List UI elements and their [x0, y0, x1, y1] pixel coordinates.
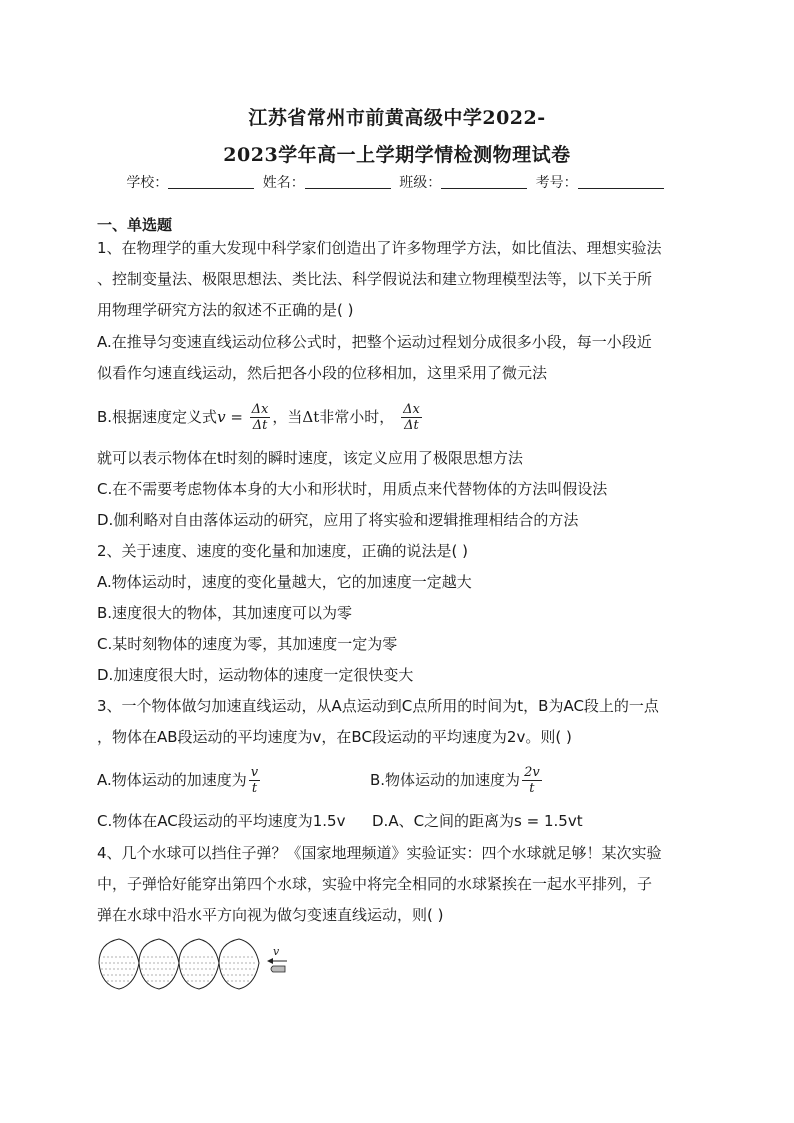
q1-option-b-fraction: [250, 402, 271, 433]
q1-frac2-num: Δx: [403, 402, 420, 417]
q1-option-b-dt: Δt: [302, 408, 320, 426]
q2-option-c: C.某时刻物体的速度为零，其加速度一定为零: [97, 635, 398, 653]
q3-b-num: 2v: [524, 765, 540, 780]
water-ball-1: [99, 939, 139, 989]
bullet-icon: [271, 966, 285, 972]
q4-stem-line2: 中，子弹恰好能穿出第四个水球，实验中将完全相同的水球紧挨在一起水平排列，子: [97, 875, 653, 893]
q1-stem-line3: 用物理学研究方法的叙述不正确的是( ): [97, 301, 354, 319]
q4-stem-line3: 弹在水球中沿水平方向视为做匀变速直线运动，则( ): [97, 906, 444, 924]
q1-stem-line2: 、控制变量法、极限思想法、类比法、科学假说法和建立物理模型法等，以下关于所: [97, 270, 653, 288]
class-label: 班级：: [399, 175, 442, 191]
q3-a-den: t: [251, 781, 258, 796]
name-blank[interactable]: [305, 174, 391, 189]
name-label: 姓名：: [262, 175, 305, 191]
exam-title-line2: 2023学年高一上学期学情检测物理试卷: [223, 144, 571, 166]
q1-option-a-line2: 似看作匀速直线运动，然后把各小段的位移相加，这里采用了微元法: [97, 364, 548, 382]
exam-title-line1: 江苏省常州市前黄高级中学2022-: [248, 107, 546, 129]
q1-option-b-line1: [97, 402, 424, 433]
q1-option-c: C.在不需要考虑物体本身的大小和形状时，用质点来代替物体的方法叫假设法: [97, 480, 608, 498]
q3-option-d: D.A、C之间的距离为s = 1.5vt: [372, 812, 583, 830]
q2-option-a: A.物体运动时，速度的变化量越大，它的加速度一定越大: [97, 573, 472, 591]
q1-stem-line1: 1、在物理学的重大发现中科学家们创造出了许多物理学方法，如比值法、理想实验法: [97, 239, 662, 257]
q4-stem-line1: 4、几个水球可以挡住子弹？《国家地理频道》实验证实：四个水球就足够！某次实验: [97, 844, 662, 862]
q3-option-a: [97, 765, 262, 796]
velocity-label: v: [273, 945, 280, 958]
exam-number-label: 考号：: [535, 175, 578, 191]
student-info-row: [0, 172, 794, 192]
q3-option-b: [370, 765, 544, 796]
q1-option-b-eq: =: [225, 408, 248, 426]
water-ball-2: [139, 939, 179, 989]
q3-stem-line2: ，物体在AB段运动的平均速度为v，在BC段运动的平均速度为2v。则( ): [97, 728, 572, 746]
q3-option-a-fraction: [249, 765, 260, 796]
q1-option-d: D.伽利略对自由落体运动的研究，应用了将实验和逻辑推理相结合的方法: [97, 511, 579, 529]
q3-option-b-prefix: B.物体运动的加速度为: [370, 771, 521, 789]
q1-option-b-prefix: B.根据速度定义式: [97, 408, 218, 426]
q1-option-b-mid: ，当: [272, 408, 303, 426]
velocity-arrow-icon: [267, 958, 287, 964]
q3-stem-line1: 3、一个物体做匀加速直线运动，从A点运动到C点所用的时间为t，B为AC段上的一点: [97, 697, 659, 715]
q3-option-b-fraction: [522, 765, 542, 796]
q2-option-b: B.速度很大的物体，其加速度可以为零: [97, 604, 353, 622]
water-ball-3: [179, 939, 219, 989]
q1-frac-num: Δx: [251, 402, 269, 417]
water-ball-4: [219, 939, 259, 989]
q2-stem: 2、关于速度、速度的变化量和加速度，正确的说法是( ): [97, 542, 469, 560]
q1-frac2-den: Δt: [404, 418, 419, 433]
q3-option-c: C.物体在AC段运动的平均速度为1.5v: [97, 812, 346, 830]
school-blank[interactable]: [168, 174, 254, 189]
q1-option-b-fraction2: [401, 402, 422, 433]
school-label: 学校：: [126, 175, 169, 191]
water-balls-figure: [97, 935, 297, 991]
q1-frac-den: Δt: [252, 418, 268, 433]
q1-option-b-line2: 就可以表示物体在t时刻的瞬时速度，该定义应用了极限思想方法: [97, 449, 523, 467]
q3-b-den: t: [529, 781, 535, 796]
q3-a-num: v: [250, 765, 259, 780]
class-blank[interactable]: [441, 174, 527, 189]
q1-option-b-mid2: 非常小时，: [319, 408, 395, 426]
q1-option-b-v: v: [217, 408, 226, 426]
q3-option-a-prefix: A.物体运动的加速度为: [97, 771, 247, 789]
q2-option-d: D.加速度很大时，运动物体的速度一定很快变大: [97, 666, 414, 684]
q1-option-a-line1: A.在推导匀变速直线运动位移公式时，把整个运动过程划分成很多小段，每一小段近: [97, 333, 652, 351]
exam-number-blank[interactable]: [578, 174, 664, 189]
section-heading: 一、单选题: [97, 216, 173, 234]
